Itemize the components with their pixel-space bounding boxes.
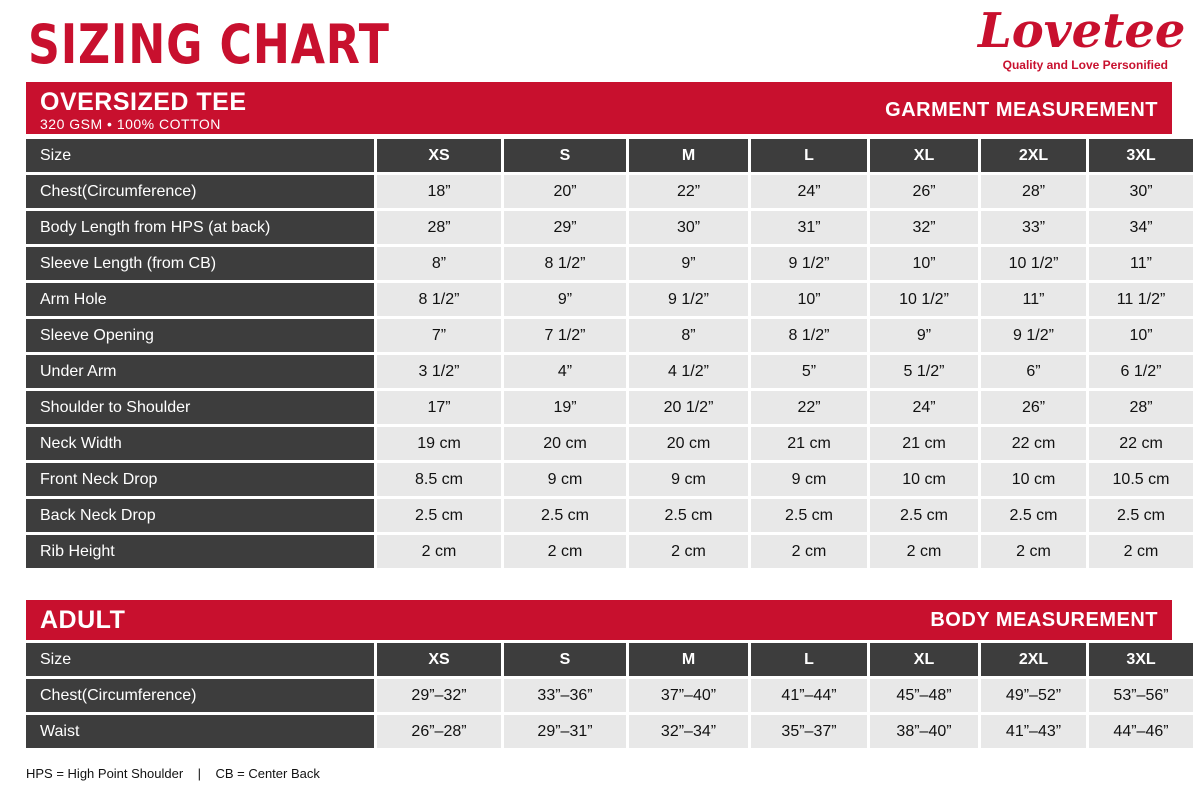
measurement-cell: 2 cm: [870, 535, 978, 568]
row-label: Arm Hole: [26, 283, 374, 316]
measurement-cell: 49”–52”: [981, 679, 1086, 712]
measurement-cell: 6”: [981, 355, 1086, 388]
measurement-cell: 5 1/2”: [870, 355, 978, 388]
adult-title: ADULT: [40, 606, 126, 634]
garment-subtitle: 320 GSM • 100% COTTON: [40, 116, 221, 132]
brand-name: Lovetee: [978, 3, 1186, 59]
measurement-cell: 7”: [377, 319, 501, 352]
measurement-cell: 29”–31”: [504, 715, 626, 748]
measurement-cell: 2.5 cm: [751, 499, 867, 532]
brand-tagline: Quality and Love Personified: [1002, 58, 1168, 72]
row-label: Front Neck Drop: [26, 463, 374, 496]
measurement-cell: 10”: [870, 247, 978, 280]
measurement-cell: 24”: [870, 391, 978, 424]
measurement-cell: 30”: [629, 211, 748, 244]
table-row: [26, 247, 1193, 280]
measurement-cell: 4 1/2”: [629, 355, 748, 388]
garment-measurement-label: GARMENT MEASUREMENT: [885, 99, 1158, 121]
measurement-cell: 20”: [504, 175, 626, 208]
measurement-cell: 41”–43”: [981, 715, 1086, 748]
measurement-cell: 11 1/2”: [1089, 283, 1193, 316]
measurement-cell: 10 1/2”: [981, 247, 1086, 280]
adult-section-header: [26, 600, 1172, 640]
measurement-cell: 10”: [751, 283, 867, 316]
table-row: [26, 211, 1193, 244]
measurement-cell: 8”: [377, 247, 501, 280]
table-header-row: [26, 139, 1193, 172]
size-header-xs: XS: [377, 643, 501, 676]
garment-title: OVERSIZED TEE: [40, 88, 247, 116]
measurement-cell: 29”: [504, 211, 626, 244]
measurement-cell: 28”: [1089, 391, 1193, 424]
measurement-cell: 2.5 cm: [629, 499, 748, 532]
size-column-header: Size: [26, 139, 374, 172]
measurement-cell: 45”–48”: [870, 679, 978, 712]
measurement-cell: 9 cm: [751, 463, 867, 496]
measurement-cell: 2 cm: [1089, 535, 1193, 568]
size-header-s: S: [504, 139, 626, 172]
measurement-cell: 26”: [870, 175, 978, 208]
measurement-cell: 10.5 cm: [1089, 463, 1193, 496]
size-header-2xl: 2XL: [981, 643, 1086, 676]
measurement-cell: 2 cm: [504, 535, 626, 568]
measurement-cell: 6 1/2”: [1089, 355, 1193, 388]
measurement-cell: 9 cm: [504, 463, 626, 496]
measurement-cell: 17”: [377, 391, 501, 424]
row-label: Waist: [26, 715, 374, 748]
measurement-cell: 2.5 cm: [981, 499, 1086, 532]
measurement-cell: 8.5 cm: [377, 463, 501, 496]
measurement-cell: 31”: [751, 211, 867, 244]
measurement-cell: 29”–32”: [377, 679, 501, 712]
measurement-cell: 2.5 cm: [504, 499, 626, 532]
table-row: [26, 715, 1193, 748]
measurement-cell: 41”–44”: [751, 679, 867, 712]
size-header-m: M: [629, 139, 748, 172]
footnote: HPS = High Point Shoulder | CB = Center Back: [26, 766, 320, 781]
measurement-cell: 3 1/2”: [377, 355, 501, 388]
measurement-cell: 11”: [981, 283, 1086, 316]
measurement-cell: 9 1/2”: [751, 247, 867, 280]
row-label: Neck Width: [26, 427, 374, 460]
size-header-l: L: [751, 139, 867, 172]
measurement-cell: 8 1/2”: [504, 247, 626, 280]
size-header-3xl: 3XL: [1089, 139, 1193, 172]
measurement-cell: 22 cm: [1089, 427, 1193, 460]
measurement-cell: 22”: [629, 175, 748, 208]
measurement-cell: 20 cm: [629, 427, 748, 460]
row-label: Under Arm: [26, 355, 374, 388]
measurement-cell: 28”: [377, 211, 501, 244]
row-label: Rib Height: [26, 535, 374, 568]
measurement-cell: 24”: [751, 175, 867, 208]
measurement-cell: 19”: [504, 391, 626, 424]
measurement-cell: 7 1/2”: [504, 319, 626, 352]
measurement-cell: 10 1/2”: [870, 283, 978, 316]
table-row: [26, 319, 1193, 352]
size-header-m: M: [629, 643, 748, 676]
size-header-s: S: [504, 643, 626, 676]
measurement-cell: 35”–37”: [751, 715, 867, 748]
measurement-cell: 18”: [377, 175, 501, 208]
size-header-xs: XS: [377, 139, 501, 172]
measurement-cell: 20 1/2”: [629, 391, 748, 424]
measurement-cell: 32”: [870, 211, 978, 244]
measurement-cell: 38”–40”: [870, 715, 978, 748]
table-row: [26, 391, 1193, 424]
measurement-cell: 28”: [981, 175, 1086, 208]
row-label: Body Length from HPS (at back): [26, 211, 374, 244]
table-row: [26, 679, 1193, 712]
table-row: [26, 499, 1193, 532]
measurement-cell: 44”–46”: [1089, 715, 1193, 748]
measurement-cell: 2 cm: [981, 535, 1086, 568]
table-row: [26, 175, 1193, 208]
measurement-cell: 22 cm: [981, 427, 1086, 460]
table-row: [26, 427, 1193, 460]
table-header-row: [26, 643, 1193, 676]
size-column-header: Size: [26, 643, 374, 676]
measurement-cell: 10”: [1089, 319, 1193, 352]
row-label: Chest(Circumference): [26, 679, 374, 712]
brand-logo: [978, 2, 1186, 72]
measurement-cell: 8”: [629, 319, 748, 352]
measurement-cell: 53”–56”: [1089, 679, 1193, 712]
measurement-cell: 26”–28”: [377, 715, 501, 748]
table-row: [26, 535, 1193, 568]
measurement-cell: 2 cm: [377, 535, 501, 568]
measurement-cell: 9 1/2”: [981, 319, 1086, 352]
measurement-cell: 10 cm: [981, 463, 1086, 496]
row-label: Sleeve Opening: [26, 319, 374, 352]
body-measurement-table: [23, 640, 1196, 751]
measurement-cell: 5”: [751, 355, 867, 388]
measurement-cell: 2.5 cm: [1089, 499, 1193, 532]
garment-section-header: [26, 82, 1172, 134]
measurement-cell: 26”: [981, 391, 1086, 424]
measurement-cell: 10 cm: [870, 463, 978, 496]
measurement-cell: 20 cm: [504, 427, 626, 460]
row-label: Back Neck Drop: [26, 499, 374, 532]
measurement-cell: 4”: [504, 355, 626, 388]
measurement-cell: 22”: [751, 391, 867, 424]
measurement-cell: 9”: [629, 247, 748, 280]
measurement-cell: 9”: [870, 319, 978, 352]
measurement-cell: 2.5 cm: [870, 499, 978, 532]
row-label: Chest(Circumference): [26, 175, 374, 208]
page-title: SIZING CHART: [28, 13, 390, 76]
table-row: [26, 463, 1193, 496]
measurement-cell: 21 cm: [751, 427, 867, 460]
size-header-xl: XL: [870, 139, 978, 172]
measurement-cell: 32”–34”: [629, 715, 748, 748]
size-header-xl: XL: [870, 643, 978, 676]
measurement-cell: 8 1/2”: [751, 319, 867, 352]
measurement-cell: 9 cm: [629, 463, 748, 496]
measurement-cell: 2 cm: [751, 535, 867, 568]
measurement-cell: 21 cm: [870, 427, 978, 460]
measurement-cell: 11”: [1089, 247, 1193, 280]
measurement-cell: 34”: [1089, 211, 1193, 244]
measurement-cell: 9 1/2”: [629, 283, 748, 316]
table-row: [26, 283, 1193, 316]
measurement-cell: 9”: [504, 283, 626, 316]
measurement-cell: 37”–40”: [629, 679, 748, 712]
garment-measurement-table: [23, 136, 1196, 571]
measurement-cell: 2 cm: [629, 535, 748, 568]
size-header-3xl: 3XL: [1089, 643, 1193, 676]
measurement-cell: 30”: [1089, 175, 1193, 208]
measurement-cell: 33”–36”: [504, 679, 626, 712]
measurement-cell: 19 cm: [377, 427, 501, 460]
size-header-l: L: [751, 643, 867, 676]
size-header-2xl: 2XL: [981, 139, 1086, 172]
measurement-cell: 2.5 cm: [377, 499, 501, 532]
row-label: Shoulder to Shoulder: [26, 391, 374, 424]
measurement-cell: 8 1/2”: [377, 283, 501, 316]
table-row: [26, 355, 1193, 388]
body-measurement-label: BODY MEASUREMENT: [930, 609, 1158, 631]
measurement-cell: 33”: [981, 211, 1086, 244]
row-label: Sleeve Length (from CB): [26, 247, 374, 280]
